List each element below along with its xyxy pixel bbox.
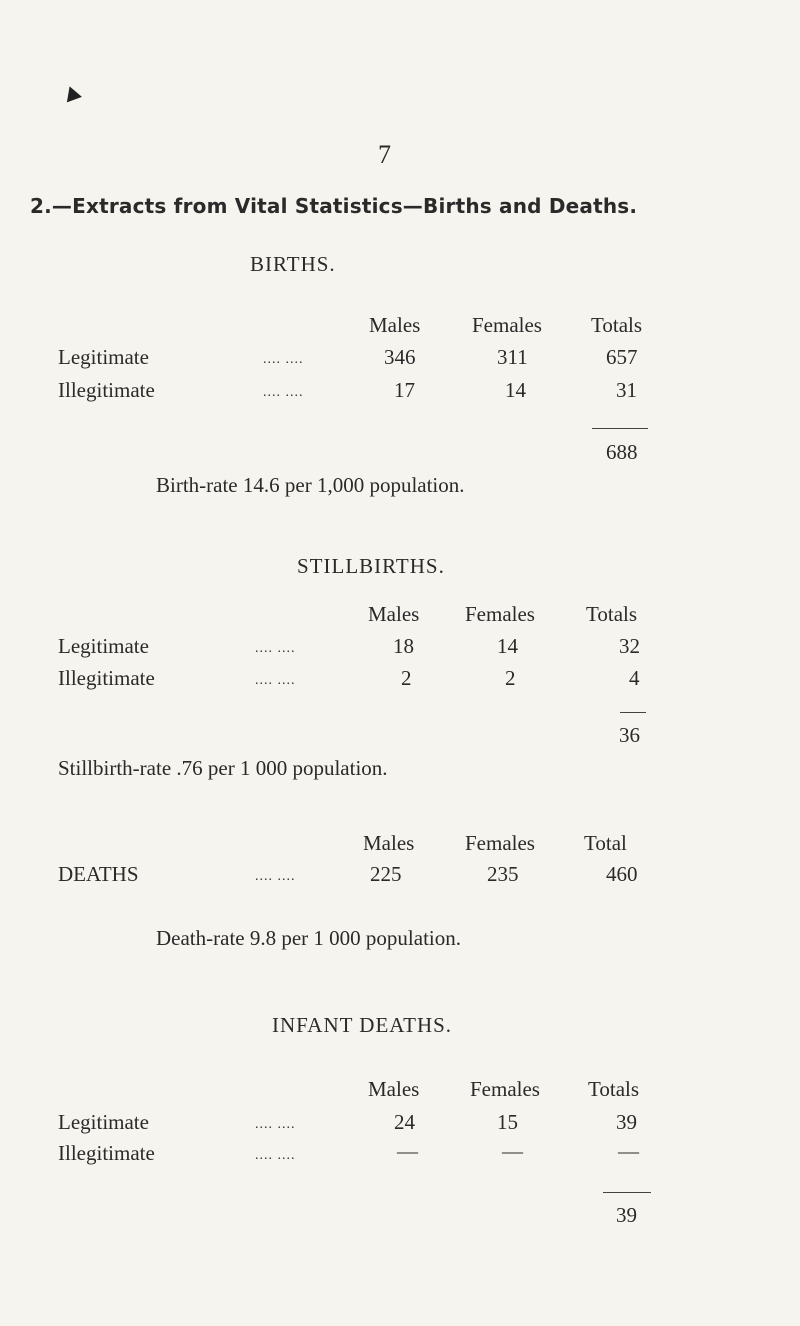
stillbirths-title: STILLBIRTHS. <box>297 554 445 578</box>
infant-legit-totals: 39 <box>616 1110 637 1134</box>
births-legit-males: 346 <box>384 345 416 369</box>
deaths-total: 460 <box>606 862 638 886</box>
sum-rule <box>620 712 646 713</box>
stillbirths-illegit-females: 2 <box>505 666 516 690</box>
stillbirths-row-label: Legitimate <box>58 634 149 658</box>
leader-dots: .... .... <box>255 1117 296 1132</box>
births-row-label: Illegitimate <box>58 378 155 402</box>
births-rate: Birth-rate 14.6 per 1,000 population. <box>156 473 465 497</box>
infant-row-label: Illegitimate <box>58 1141 155 1165</box>
leader-dots: .... .... <box>255 673 296 688</box>
stillbirths-illegit-totals: 4 <box>629 666 640 690</box>
leader-dots: .... .... <box>263 352 304 367</box>
page-number: 7 <box>378 140 391 169</box>
infant-legit-females: 15 <box>497 1110 518 1134</box>
deaths-header-males: Males <box>363 831 415 855</box>
section-heading: 2.—Extracts from Vital Statistics—Births and Deaths. <box>30 194 638 218</box>
births-legit-totals: 657 <box>606 345 638 369</box>
births-header-females: Females <box>472 313 542 337</box>
sum-rule <box>592 428 648 429</box>
leader-dots: .... .... <box>255 869 296 884</box>
births-title: BIRTHS. <box>250 252 336 276</box>
births-illegit-males: 17 <box>394 378 415 402</box>
deaths-header-total: Total <box>584 831 627 855</box>
deaths-females: 235 <box>487 862 519 886</box>
infant-header-females: Females <box>470 1077 540 1101</box>
arrow-mark-icon <box>62 84 82 103</box>
leader-dots: .... .... <box>263 385 304 400</box>
leader-dots: .... .... <box>255 1148 296 1163</box>
deaths-label: DEATHS <box>58 862 139 886</box>
infant-illegit-females: — <box>502 1139 523 1163</box>
infant-row-label: Legitimate <box>58 1110 149 1134</box>
infant-legit-males: 24 <box>394 1110 415 1134</box>
stillbirths-row-label: Illegitimate <box>58 666 155 690</box>
stillbirths-legit-males: 18 <box>393 634 414 658</box>
infant-illegit-totals: — <box>618 1139 639 1163</box>
stillbirths-header-females: Females <box>465 602 535 626</box>
births-row-label: Legitimate <box>58 345 149 369</box>
infant-illegit-males: — <box>397 1139 418 1163</box>
sum-rule <box>603 1192 651 1193</box>
births-header-males: Males <box>369 313 421 337</box>
infant-grand-total: 39 <box>616 1203 637 1227</box>
stillbirths-rate: Stillbirth-rate .76 per 1 000 population. <box>58 756 388 780</box>
stillbirths-legit-females: 14 <box>497 634 518 658</box>
births-illegit-females: 14 <box>505 378 526 402</box>
infant-header-totals: Totals <box>588 1077 640 1101</box>
stillbirths-legit-totals: 32 <box>619 634 640 658</box>
stillbirths-header-totals: Totals <box>586 602 638 626</box>
births-grand-total: 688 <box>606 440 638 464</box>
deaths-rate: Death-rate 9.8 per 1 000 population. <box>156 926 461 950</box>
infant-deaths-title: INFANT DEATHS. <box>272 1013 453 1037</box>
births-header-totals: Totals <box>591 313 643 337</box>
deaths-header-females: Females <box>465 831 535 855</box>
deaths-males: 225 <box>370 862 402 886</box>
births-legit-females: 311 <box>497 345 528 369</box>
stillbirths-grand-total: 36 <box>619 723 640 747</box>
stillbirths-illegit-males: 2 <box>401 666 412 690</box>
leader-dots: .... .... <box>255 641 296 656</box>
stillbirths-header-males: Males <box>368 602 420 626</box>
births-illegit-totals: 31 <box>616 378 637 402</box>
infant-header-males: Males <box>368 1077 420 1101</box>
